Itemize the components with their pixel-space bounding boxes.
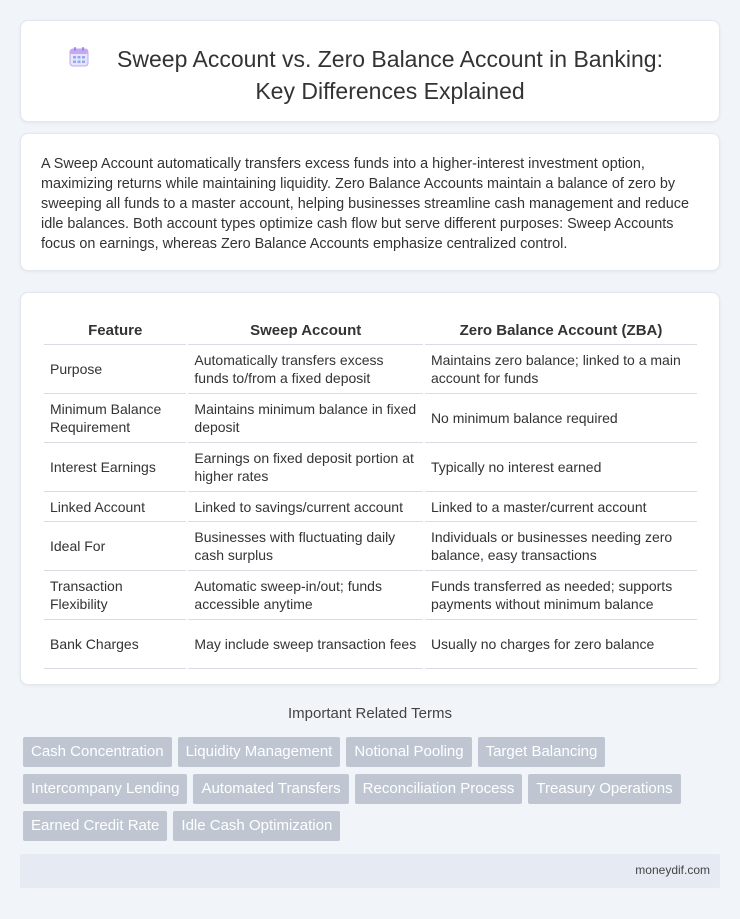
table-cell: Linked to savings/current account	[188, 492, 423, 522]
related-term-tag[interactable]: Treasury Operations	[528, 774, 680, 804]
calendar-icon	[67, 45, 91, 69]
intro-card	[20, 133, 720, 271]
table-row	[44, 571, 697, 620]
table-row	[44, 492, 697, 522]
table-cell: Maintains zero balance; linked to a main account for funds	[425, 345, 697, 394]
table-row	[44, 522, 697, 571]
table-cell: Purpose	[44, 345, 186, 394]
table-cell: Automatically transfers excess funds to/from a fixed deposit	[188, 345, 423, 394]
comparison-table	[42, 313, 699, 669]
table-cell: Linked Account	[44, 492, 186, 522]
footer	[20, 854, 720, 888]
related-term-tag[interactable]: Idle Cash Optimization	[173, 811, 340, 841]
related-term-tag[interactable]: Earned Credit Rate	[23, 811, 167, 841]
page-title: Sweep Account vs. Zero Balance Account in Banking: Key Differences Explained	[117, 46, 663, 104]
table-cell: Businesses with fluctuating daily cash surplus	[188, 522, 423, 571]
related-terms-heading: Important Related Terms	[288, 705, 452, 722]
footer-site-link[interactable]: moneydif.com	[635, 863, 710, 877]
table-cell: Transaction Flexibility	[44, 571, 186, 620]
related-term-tag[interactable]: Cash Concentration	[23, 737, 172, 767]
table-header-row	[44, 313, 697, 345]
table-cell: Individuals or businesses needing zero balance, easy transactions	[425, 522, 697, 571]
table-cell: Bank Charges	[44, 620, 186, 669]
table-row	[44, 394, 697, 443]
column-header: Feature	[44, 313, 186, 345]
table-cell: Typically no interest earned	[425, 443, 697, 492]
related-term-tag[interactable]: Reconciliation Process	[355, 774, 523, 804]
table-cell: Earnings on fixed deposit portion at higher rates	[188, 443, 423, 492]
table-row	[44, 620, 697, 669]
related-term-tag[interactable]: Target Balancing	[478, 737, 606, 767]
intro-paragraph: A Sweep Account automatically transfers excess funds into a higher-interest investment option, maximizing returns while maintaining liquidity. Zero Balance Accounts maintain a balance of zero by sweeping all funds to a master account, helping businesses streamline cash management and reduce idle balances. Both account types optimize cash flow but serve different purposes: Sweep Accounts focus on earnings, whereas Zero Balance Accounts emphasize centralized control.	[41, 156, 689, 252]
table-cell: Minimum Balance Requirement	[44, 394, 186, 443]
table-row	[44, 345, 697, 394]
table-cell: May include sweep transaction fees	[188, 620, 423, 669]
table-cell: Funds transferred as needed; supports payments without minimum balance	[425, 571, 697, 620]
comparison-card	[20, 292, 720, 685]
related-term-tag[interactable]: Liquidity Management	[178, 737, 341, 767]
related-term-tag[interactable]: Intercompany Lending	[23, 774, 187, 804]
column-header: Sweep Account	[188, 313, 423, 345]
related-term-tag[interactable]: Notional Pooling	[346, 737, 471, 767]
table-cell: Linked to a master/current account	[425, 492, 697, 522]
column-header: Zero Balance Account (ZBA)	[425, 313, 697, 345]
related-terms-list	[23, 737, 713, 841]
table-cell: Interest Earnings	[44, 443, 186, 492]
table-cell: Maintains minimum balance in fixed deposit	[188, 394, 423, 443]
table-cell: Automatic sweep-in/out; funds accessible anytime	[188, 571, 423, 620]
table-cell: Usually no charges for zero balance	[425, 620, 697, 669]
related-term-tag[interactable]: Automated Transfers	[193, 774, 348, 804]
title-card	[20, 20, 720, 122]
table-cell: No minimum balance required	[425, 394, 697, 443]
table-cell: Ideal For	[44, 522, 186, 571]
table-row	[44, 443, 697, 492]
